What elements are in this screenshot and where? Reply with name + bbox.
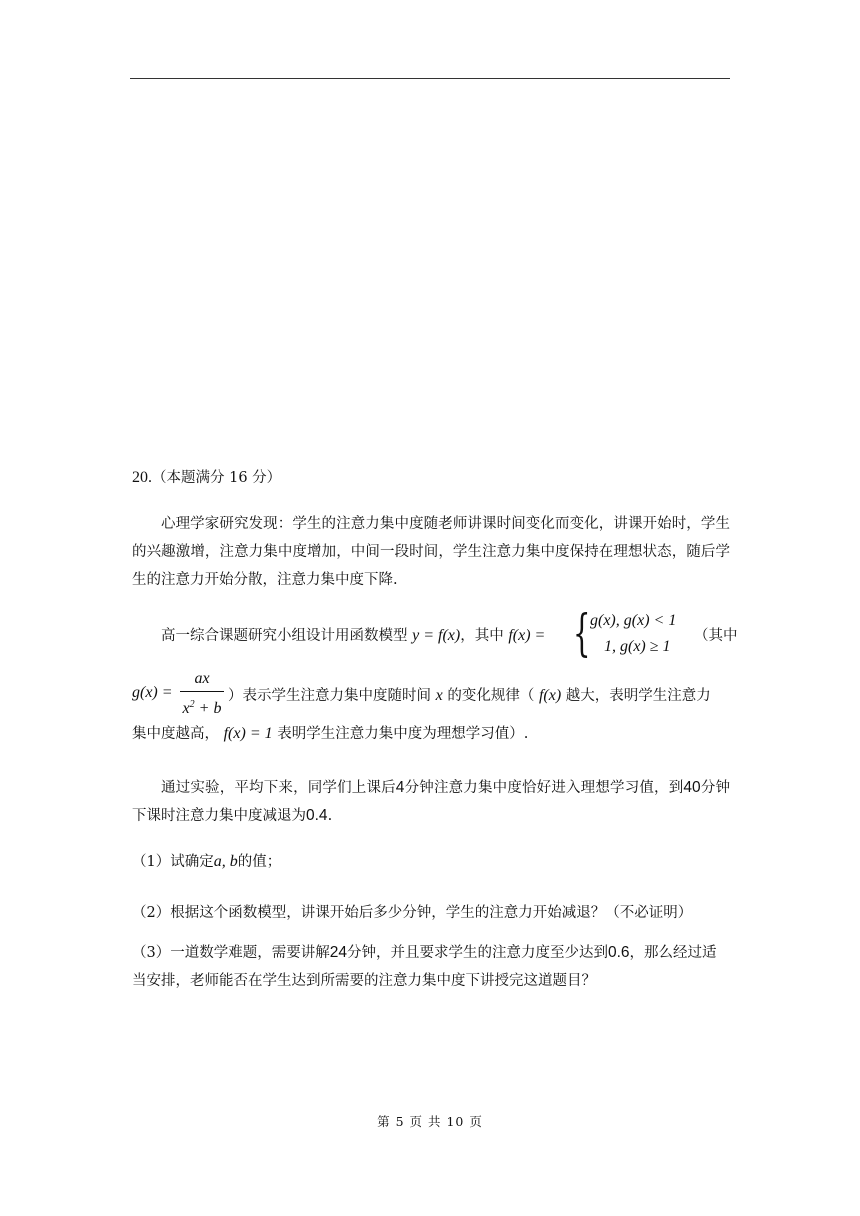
fraction-bar [180, 691, 224, 692]
experiment-paragraph: 通过实验，平均下来，同学们上课后4分钟注意力集中度恰好进入理想学习值，到40分钟下课时注意力集中度减退为0.4. [132, 779, 731, 824]
model-tail-text: （其中 [694, 628, 738, 644]
ideal-value-line: 集中度越高， f(x) = 1 表明学生注意力集中度为理想学习值）. [132, 725, 529, 742]
subquestion-3: （3）一道数学难题，需要讲解24分钟，并且要求学生的注意力度至少达到0.6，那么经过适当安排，老师能否在学生达到所需要的注意力集中度下讲授完这道题目？ [132, 944, 717, 989]
model-mid-text: ，其中 [460, 628, 504, 644]
g-numerator: ax [194, 670, 210, 687]
g-desc-2: 的变化规律（ [447, 688, 535, 704]
page-footer: 第 5 页 共 10 页 [377, 1114, 483, 1129]
time-variable: x [435, 687, 443, 704]
piecewise-case-2: 1, g(x) ≥ 1 [604, 638, 671, 655]
model-line [132, 604, 738, 662]
g-desc-fx: f(x) [538, 687, 562, 704]
piecewise-brace: { [573, 604, 591, 662]
g-denominator: $x^2 + b$ [182, 699, 222, 717]
question-title [132, 466, 281, 487]
model-expression: y = f(x) [412, 627, 461, 644]
ideal-expression: f(x) = 1 [223, 725, 273, 742]
question-number: 20. [132, 469, 152, 486]
score-note: （本题满分 16 分） [152, 470, 282, 486]
intro-paragraph: 心理学家研究发现：学生的注意力集中度随老师讲课时间变化而变化，讲课开始时，学生的兴趣激增，注意力集中度增加，中间一段时间，学生注意力集中度保持在理想状态，随后学生的注意力开始分散，注意力集中度下降. [132, 516, 730, 588]
fx-definition: f(x) = [508, 627, 546, 644]
g-definition: g(x) = [132, 684, 173, 701]
piecewise-case-1: g(x), g(x) < 1 [590, 612, 677, 629]
model-lead-text: 高一综合课题研究小组设计用函数模型 [161, 628, 408, 644]
g-desc-3: 越大，表明学生注意力 [565, 688, 711, 704]
g-definition-line [132, 668, 732, 718]
header-rule [130, 78, 730, 79]
g-fraction [180, 668, 224, 716]
subquestion-2: （2）根据这个函数模型，讲课开始后多少分钟，学生的注意力开始减退？（不必证明） [132, 905, 693, 921]
subquestion-1: （1）试确定a, b的值； [132, 853, 282, 870]
g-desc-1: ）表示学生注意力集中度随时间 [228, 688, 431, 704]
